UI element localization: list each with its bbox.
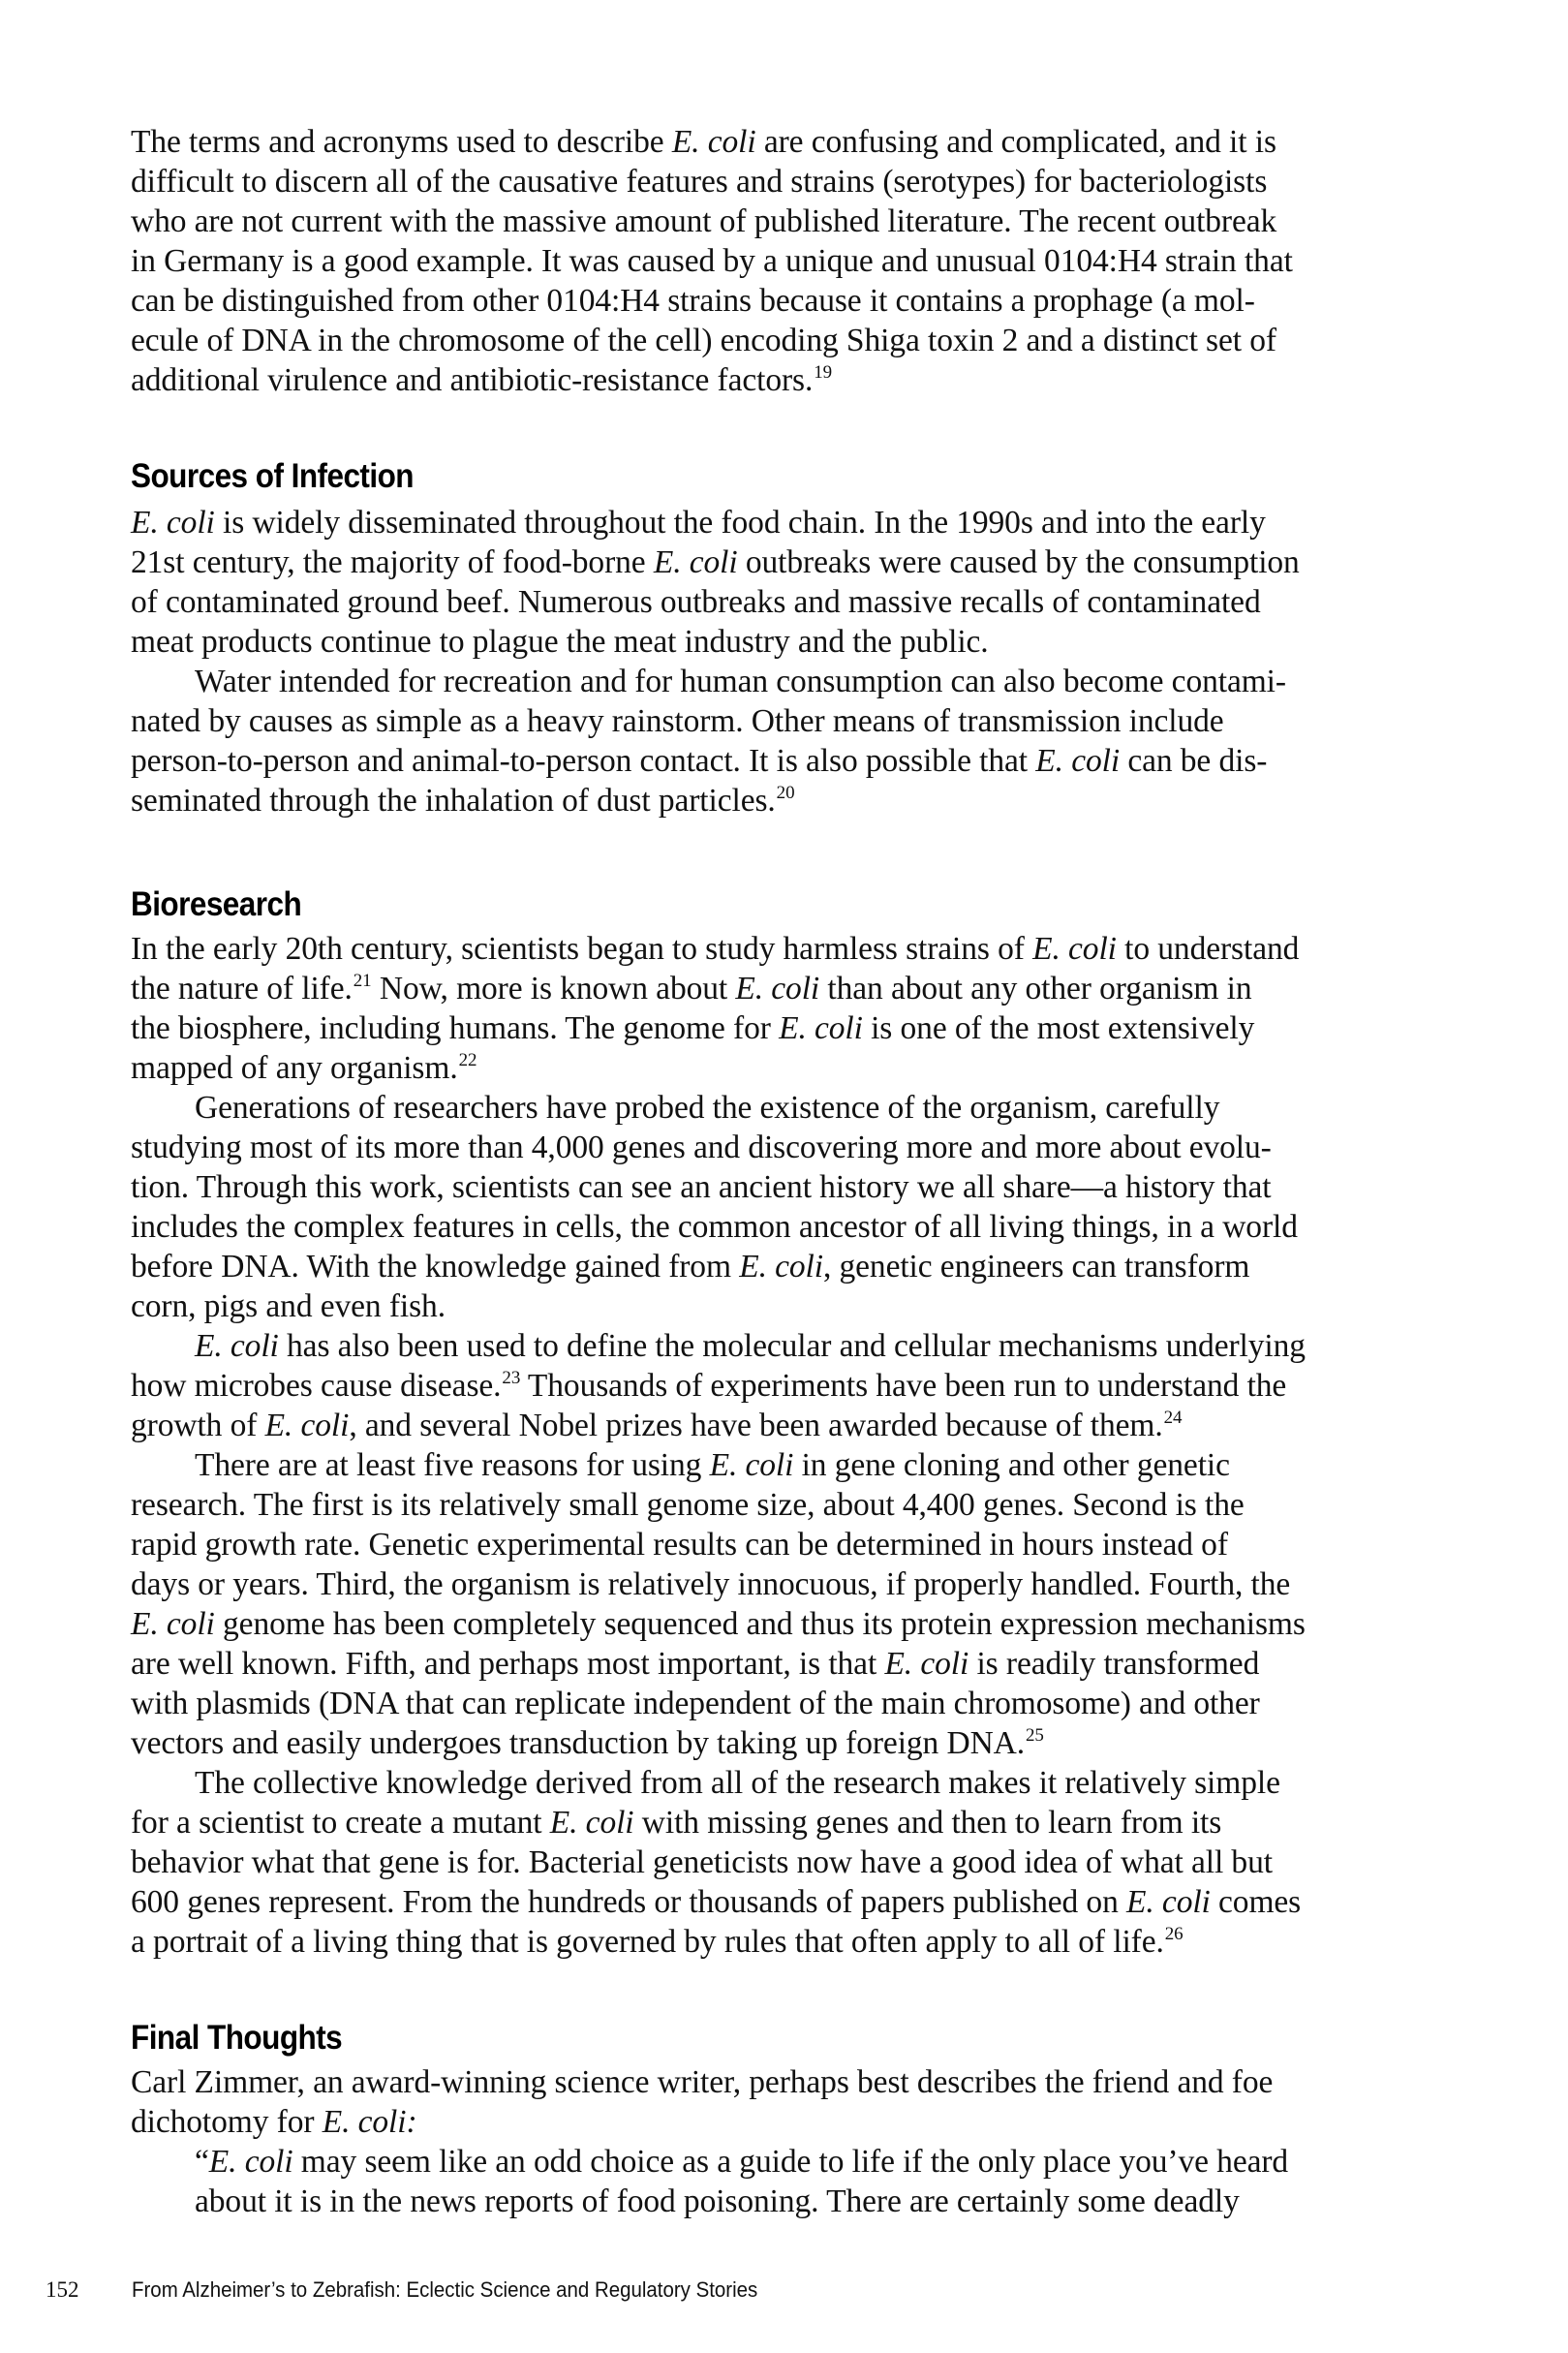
italic-text: E. coli: [653, 544, 738, 580]
text-line: [131, 582, 1487, 622]
text-run: research. The first is its relatively small genome size, about 4,400 genes. Second is the: [131, 1487, 1245, 1523]
intro-paragraph: [131, 122, 1487, 400]
text-run: to understand: [1116, 931, 1300, 967]
text-run: genome has been completely sequenced and thus its protein expression mechanisms: [214, 1606, 1306, 1642]
text-line: [131, 1048, 1487, 1088]
section-heading-sources-of-infection: Sources of Infection: [131, 457, 414, 495]
text-run: who are not current with the massive amount of published literature. The recent outbreak: [131, 203, 1277, 239]
text-line: [131, 1445, 1487, 1485]
text-line: [131, 1207, 1487, 1247]
text-line: [131, 1723, 1487, 1763]
text-line: [131, 1128, 1487, 1167]
text-run: mapped of any organism.: [131, 1050, 458, 1086]
text-run: There are at least five reasons for using: [195, 1447, 710, 1483]
text-line: [131, 1882, 1487, 1922]
footnote-reference: 23: [502, 1368, 521, 1388]
footnote-reference: 19: [814, 362, 833, 383]
italic-text: E. coli: [322, 2104, 407, 2140]
footnote-reference: 24: [1163, 1408, 1183, 1428]
page-footer: [0, 2276, 1568, 2306]
text-line: [131, 503, 1487, 542]
text-line: [131, 2182, 1487, 2221]
footnote-reference: 21: [353, 971, 372, 991]
text-line: [131, 281, 1487, 321]
text-line: [131, 1564, 1487, 1604]
text-run: can be dis-: [1120, 743, 1268, 779]
text-run: Thousands of experiments have been run to understand the: [520, 1368, 1287, 1404]
text-run: 21st century, the majority of food-borne: [131, 544, 654, 580]
italic-text: E. coli: [195, 1328, 279, 1364]
text-run: are confusing and complicated, and it is: [755, 124, 1276, 160]
text-run: , genetic engineers can transform: [822, 1249, 1250, 1285]
text-run: about it is in the news reports of food poisoning. There are certainly some deadly: [195, 2183, 1240, 2219]
text-line: [131, 701, 1487, 741]
text-run: meat products continue to plague the meat industry and the public.: [131, 624, 989, 660]
text-run: in gene cloning and other genetic: [793, 1447, 1230, 1483]
text-line: [131, 622, 1487, 662]
text-run: the biosphere, including humans. The genome for: [131, 1010, 780, 1046]
italic-text: E. coli: [735, 971, 820, 1006]
text-run: Water intended for recreation and for human consumption can also become contami-: [195, 664, 1286, 699]
book-title: From Alzheimer’s to Zebrafish: Eclectic Science and Regulatory Stories: [132, 2277, 758, 2302]
text-line: [131, 241, 1487, 281]
italic-text: :: [406, 2104, 417, 2140]
text-run: The terms and acronyms used to describe: [131, 124, 672, 160]
text-run: behavior what that gene is for. Bacterial geneticists now have a good idea of what all but: [131, 1844, 1273, 1880]
text-line: [131, 2142, 1487, 2182]
text-line: [131, 1406, 1487, 1445]
text-line: [131, 1167, 1487, 1207]
text-line: [131, 1008, 1487, 1048]
section-heading-bioresearch: Bioresearch: [131, 885, 302, 923]
italic-text: E. coli: [709, 1447, 794, 1483]
italic-text: E. coli: [779, 1010, 863, 1046]
text-line: [131, 162, 1487, 201]
text-run: person-to-person and animal-to-person contact. It is also possible that: [131, 743, 1036, 779]
text-line: [131, 741, 1487, 781]
text-run: Now, more is known about: [371, 971, 736, 1006]
italic-text: E. coli: [549, 1805, 634, 1841]
footnote-reference: 20: [776, 783, 795, 803]
text-run: , and several Nobel prizes have been awarded because of them.: [349, 1408, 1163, 1443]
text-run: “: [195, 2144, 209, 2180]
italic-text: E. coli: [1032, 931, 1117, 967]
text-line: [131, 1604, 1487, 1644]
text-run: how microbes cause disease.: [131, 1368, 502, 1404]
text-run: days or years. Third, the organism is relatively innocuous, if properly handled. Fourth, the: [131, 1566, 1291, 1602]
text-line: [131, 1088, 1487, 1128]
text-run: in Germany is a good example. It was caused by a unique and unusual 0104:H4 strain that: [131, 243, 1293, 279]
text-run: seminated through the inhalation of dust particles.: [131, 783, 776, 819]
text-run: nated by causes as simple as a heavy rainstorm. Other means of transmission include: [131, 703, 1224, 739]
text-line: [131, 201, 1487, 241]
text-line: [131, 360, 1487, 400]
text-run: with missing genes and then to learn from its: [633, 1805, 1222, 1841]
text-line: [131, 662, 1487, 701]
text-line: [131, 1366, 1487, 1406]
text-run: studying most of its more than 4,000 genes and discovering more and more about evolu-: [131, 1130, 1272, 1165]
text-run: of contaminated ground beef. Numerous outbreaks and massive recalls of contaminated: [131, 584, 1261, 620]
footnote-reference: 26: [1164, 1924, 1184, 1944]
text-run: growth of: [131, 1408, 265, 1443]
text-run: includes the complex features in cells, the common ancestor of all living things, in a world: [131, 1209, 1298, 1245]
italic-text: E. coli: [884, 1646, 969, 1682]
italic-text: E. coli: [671, 124, 756, 160]
text-line: [131, 1842, 1487, 1882]
italic-text: E. coli: [208, 2144, 293, 2180]
text-run: for a scientist to create a mutant: [131, 1805, 550, 1841]
text-run: The collective knowledge derived from all of the research makes it relatively simple: [195, 1765, 1280, 1801]
text-run: than about any other organism in: [819, 971, 1252, 1006]
italic-text: E. coli: [264, 1408, 350, 1443]
text-line: [131, 1286, 1487, 1326]
section-heading-final-thoughts: Final Thoughts: [131, 2019, 343, 2057]
footnote-reference: 22: [458, 1050, 477, 1070]
text-run: Generations of researchers have probed the existence of the organism, carefully: [195, 1090, 1220, 1126]
text-line: [131, 1485, 1487, 1525]
section-body-final-thoughts: [131, 2062, 1487, 2221]
text-run: can be distinguished from other 0104:H4 strains because it contains a prophage (a mol-: [131, 283, 1255, 319]
text-line: [131, 1763, 1487, 1803]
text-line: [131, 969, 1487, 1008]
text-run: are well known. Fifth, and perhaps most important, is that: [131, 1646, 885, 1682]
italic-text: E. coli: [739, 1249, 823, 1285]
italic-text: E. coli: [1035, 743, 1121, 779]
text-line: [131, 2062, 1487, 2102]
section-body-bioresearch: [131, 929, 1487, 1962]
text-run: outbreaks were caused by the consumption: [737, 544, 1300, 580]
text-run: 600 genes represent. From the hundreds or thousands of papers published on: [131, 1884, 1127, 1920]
text-run: corn, pigs and even fish.: [131, 1288, 446, 1324]
text-run: a portrait of a living thing that is governed by rules that often apply to all of life.: [131, 1924, 1164, 1960]
text-run: is readily transformed: [968, 1646, 1260, 1682]
text-run: vectors and easily undergoes transduction by taking up foreign DNA.: [131, 1725, 1026, 1761]
text-run: is widely disseminated throughout the food chain. In the 1990s and into the early: [214, 505, 1266, 541]
italic-text: E. coli: [1126, 1884, 1211, 1920]
text-run: is one of the most extensively: [862, 1010, 1255, 1046]
text-line: [131, 542, 1487, 582]
text-line: [131, 122, 1487, 162]
text-run: difficult to discern all of the causative features and strains (serotypes) for bacteriologists: [131, 164, 1268, 200]
text-run: tion. Through this work, scientists can see an ancient history we all share—a history that: [131, 1169, 1272, 1205]
text-run: dichotomy for: [131, 2104, 323, 2140]
text-run: has also been used to define the molecular and cellular mechanisms underlying: [278, 1328, 1306, 1364]
text-line: [131, 1525, 1487, 1564]
text-run: rapid growth rate. Genetic experimental results can be determined in hours instead of: [131, 1527, 1228, 1563]
italic-text: E. coli: [131, 1606, 215, 1642]
text-line: [131, 1803, 1487, 1842]
text-line: [131, 1644, 1487, 1684]
text-run: may seem like an odd choice as a guide to life if the only place you’ve heard: [292, 2144, 1289, 2180]
text-run: In the early 20th century, scientists began to study harmless strains of: [131, 931, 1033, 967]
text-line: [131, 1326, 1487, 1366]
text-run: ecule of DNA in the chromosome of the cell) encoding Shiga toxin 2 and a distinct set of: [131, 323, 1276, 358]
text-line: [131, 1684, 1487, 1723]
text-line: [131, 2102, 1487, 2142]
text-run: comes: [1210, 1884, 1302, 1920]
text-run: the nature of life.: [131, 971, 353, 1006]
italic-text: E. coli: [131, 505, 215, 541]
text-run: additional virulence and antibiotic-resistance factors.: [131, 362, 814, 398]
footnote-reference: 25: [1026, 1725, 1044, 1746]
section-body-sources-of-infection: [131, 503, 1487, 820]
text-run: Carl Zimmer, an award-winning science writer, perhaps best describes the friend and foe: [131, 2064, 1274, 2100]
page-number: 152: [46, 2277, 79, 2302]
text-run: with plasmids (DNA that can replicate independent of the main chromosome) and other: [131, 1686, 1260, 1721]
text-line: [131, 929, 1487, 969]
text-line: [131, 781, 1487, 820]
text-run: before DNA. With the knowledge gained from: [131, 1249, 740, 1285]
text-line: [131, 321, 1487, 360]
text-line: [131, 1922, 1487, 1962]
text-line: [131, 1247, 1487, 1286]
